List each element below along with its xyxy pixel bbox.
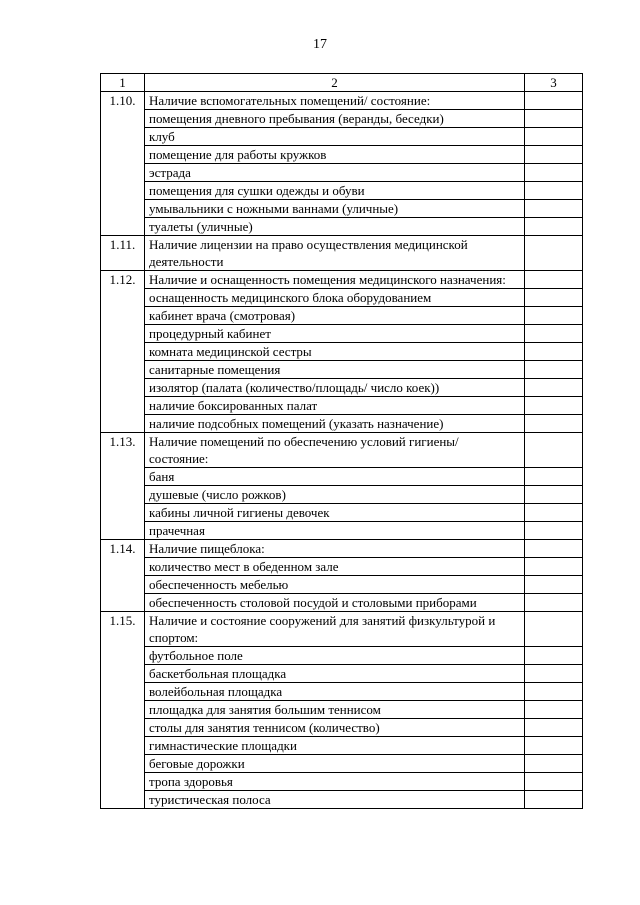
value-cell xyxy=(525,397,583,415)
section-number-continuation xyxy=(101,218,145,236)
value-cell xyxy=(525,504,583,522)
table-row xyxy=(101,540,583,558)
value-cell xyxy=(525,325,583,343)
item-cell: волейбольная площадка xyxy=(145,683,525,701)
section-number-continuation xyxy=(101,504,145,522)
table-row xyxy=(101,612,583,647)
table-row xyxy=(101,110,583,128)
item-cell: площадка для занятия большим теннисом xyxy=(145,701,525,719)
table-row xyxy=(101,468,583,486)
section-number-cell: 1.10. xyxy=(101,92,145,110)
checklist-table xyxy=(100,73,583,809)
value-cell xyxy=(525,612,583,647)
section-number-continuation xyxy=(101,343,145,361)
item-cell: наличие боксированных палат xyxy=(145,397,525,415)
item-cell: гимнастические площадки xyxy=(145,737,525,755)
value-cell xyxy=(525,540,583,558)
item-cell: оснащенность медицинского блока оборудованием xyxy=(145,289,525,307)
item-cell: баскетбольная площадка xyxy=(145,665,525,683)
table-row xyxy=(101,200,583,218)
item-cell: комната медицинской сестры xyxy=(145,343,525,361)
section-number-continuation xyxy=(101,683,145,701)
table-row xyxy=(101,647,583,665)
section-number-continuation xyxy=(101,701,145,719)
table-row xyxy=(101,271,583,289)
table-row xyxy=(101,164,583,182)
value-cell xyxy=(525,128,583,146)
section-heading-cell: Наличие и состояние сооружений для занятий физкультурой и спортом: xyxy=(145,612,525,647)
value-cell xyxy=(525,755,583,773)
table-row xyxy=(101,791,583,809)
section-number-continuation xyxy=(101,522,145,540)
item-cell: душевые (число рожков) xyxy=(145,486,525,504)
table-row xyxy=(101,397,583,415)
table-row xyxy=(101,343,583,361)
value-cell xyxy=(525,701,583,719)
item-cell: прачечная xyxy=(145,522,525,540)
value-cell xyxy=(525,773,583,791)
item-cell: столы для занятия теннисом (количество) xyxy=(145,719,525,737)
section-number-continuation xyxy=(101,415,145,433)
table-row xyxy=(101,701,583,719)
table-row xyxy=(101,594,583,612)
section-number-cell: 1.12. xyxy=(101,271,145,289)
section-number-continuation xyxy=(101,325,145,343)
section-number-cell: 1.13. xyxy=(101,433,145,468)
item-cell: умывальники с ножными ваннами (уличные) xyxy=(145,200,525,218)
value-cell xyxy=(525,522,583,540)
item-cell: помещения для сушки одежды и обуви xyxy=(145,182,525,200)
item-cell: обеспеченность столовой посудой и столовыми приборами xyxy=(145,594,525,612)
item-cell: кабинет врача (смотровая) xyxy=(145,307,525,325)
section-number-continuation xyxy=(101,397,145,415)
section-number-continuation xyxy=(101,128,145,146)
item-cell: помещения дневного пребывания (веранды, беседки) xyxy=(145,110,525,128)
item-cell: туалеты (уличные) xyxy=(145,218,525,236)
table-row xyxy=(101,558,583,576)
table-row xyxy=(101,737,583,755)
value-cell xyxy=(525,433,583,468)
table-row xyxy=(101,182,583,200)
section-number-continuation xyxy=(101,289,145,307)
section-number-continuation xyxy=(101,486,145,504)
item-cell: наличие подсобных помещений (указать назначение) xyxy=(145,415,525,433)
value-cell xyxy=(525,236,583,271)
item-cell: туристическая полоса xyxy=(145,791,525,809)
value-cell xyxy=(525,719,583,737)
table-row xyxy=(101,379,583,397)
table-row xyxy=(101,415,583,433)
table-row xyxy=(101,236,583,271)
section-number-continuation xyxy=(101,665,145,683)
value-cell xyxy=(525,647,583,665)
section-heading-cell: Наличие лицензии на право осуществления медицинской деятельности xyxy=(145,236,525,271)
value-cell xyxy=(525,665,583,683)
value-cell xyxy=(525,468,583,486)
section-number-continuation xyxy=(101,647,145,665)
table-row xyxy=(101,755,583,773)
table-row xyxy=(101,146,583,164)
section-number-continuation xyxy=(101,468,145,486)
value-cell xyxy=(525,218,583,236)
header-cell-1: 1 xyxy=(101,74,145,92)
value-cell xyxy=(525,307,583,325)
item-cell: помещение для работы кружков xyxy=(145,146,525,164)
table-row xyxy=(101,665,583,683)
value-cell xyxy=(525,379,583,397)
section-number-continuation xyxy=(101,755,145,773)
section-number-cell: 1.11. xyxy=(101,236,145,271)
header-cell-2: 2 xyxy=(145,74,525,92)
value-cell xyxy=(525,683,583,701)
table-row xyxy=(101,433,583,468)
section-heading-cell: Наличие пищеблока: xyxy=(145,540,525,558)
table-row xyxy=(101,128,583,146)
item-cell: баня xyxy=(145,468,525,486)
table-row xyxy=(101,486,583,504)
value-cell xyxy=(525,271,583,289)
section-number-continuation xyxy=(101,594,145,612)
table-row xyxy=(101,576,583,594)
section-heading-cell: Наличие и оснащенность помещения медицинского назначения: xyxy=(145,271,525,289)
value-cell xyxy=(525,415,583,433)
item-cell: клуб xyxy=(145,128,525,146)
section-number-cell: 1.15. xyxy=(101,612,145,647)
item-cell: количество мест в обеденном зале xyxy=(145,558,525,576)
value-cell xyxy=(525,594,583,612)
item-cell: тропа здоровья xyxy=(145,773,525,791)
value-cell xyxy=(525,558,583,576)
section-number-continuation xyxy=(101,576,145,594)
value-cell xyxy=(525,92,583,110)
table-row xyxy=(101,92,583,110)
table-row xyxy=(101,307,583,325)
item-cell: обеспеченность мебелью xyxy=(145,576,525,594)
section-number-continuation xyxy=(101,791,145,809)
value-cell xyxy=(525,182,583,200)
item-cell: эстрада xyxy=(145,164,525,182)
section-number-continuation xyxy=(101,110,145,128)
table-row xyxy=(101,218,583,236)
section-number-continuation xyxy=(101,737,145,755)
section-number-continuation xyxy=(101,558,145,576)
page-number: 17 xyxy=(313,37,327,52)
item-cell: изолятор (палата (количество/площадь/ число коек)) xyxy=(145,379,525,397)
section-heading-cell: Наличие помещений по обеспечению условий гигиены/ состояние: xyxy=(145,433,525,468)
value-cell xyxy=(525,576,583,594)
header-cell-3: 3 xyxy=(525,74,583,92)
value-cell xyxy=(525,486,583,504)
table-row xyxy=(101,361,583,379)
item-cell: кабины личной гигиены девочек xyxy=(145,504,525,522)
value-cell xyxy=(525,289,583,307)
value-cell xyxy=(525,146,583,164)
section-number-continuation xyxy=(101,146,145,164)
section-number-continuation xyxy=(101,361,145,379)
value-cell xyxy=(525,343,583,361)
item-cell: санитарные помещения xyxy=(145,361,525,379)
value-cell xyxy=(525,110,583,128)
section-number-continuation xyxy=(101,182,145,200)
value-cell xyxy=(525,791,583,809)
section-number-continuation xyxy=(101,773,145,791)
item-cell: футбольное поле xyxy=(145,647,525,665)
item-cell: беговые дорожки xyxy=(145,755,525,773)
table-header-row xyxy=(101,74,583,92)
section-number-continuation xyxy=(101,164,145,182)
section-number-continuation xyxy=(101,379,145,397)
table-row xyxy=(101,325,583,343)
section-number-continuation xyxy=(101,200,145,218)
item-cell: процедурный кабинет xyxy=(145,325,525,343)
value-cell xyxy=(525,737,583,755)
value-cell xyxy=(525,200,583,218)
value-cell xyxy=(525,361,583,379)
table-row xyxy=(101,289,583,307)
section-number-continuation xyxy=(101,719,145,737)
section-number-cell: 1.14. xyxy=(101,540,145,558)
section-number-continuation xyxy=(101,307,145,325)
section-heading-cell: Наличие вспомогательных помещений/ состояние: xyxy=(145,92,525,110)
table-row xyxy=(101,504,583,522)
table-row xyxy=(101,683,583,701)
table-row xyxy=(101,522,583,540)
value-cell xyxy=(525,164,583,182)
table-row xyxy=(101,719,583,737)
table-row xyxy=(101,773,583,791)
